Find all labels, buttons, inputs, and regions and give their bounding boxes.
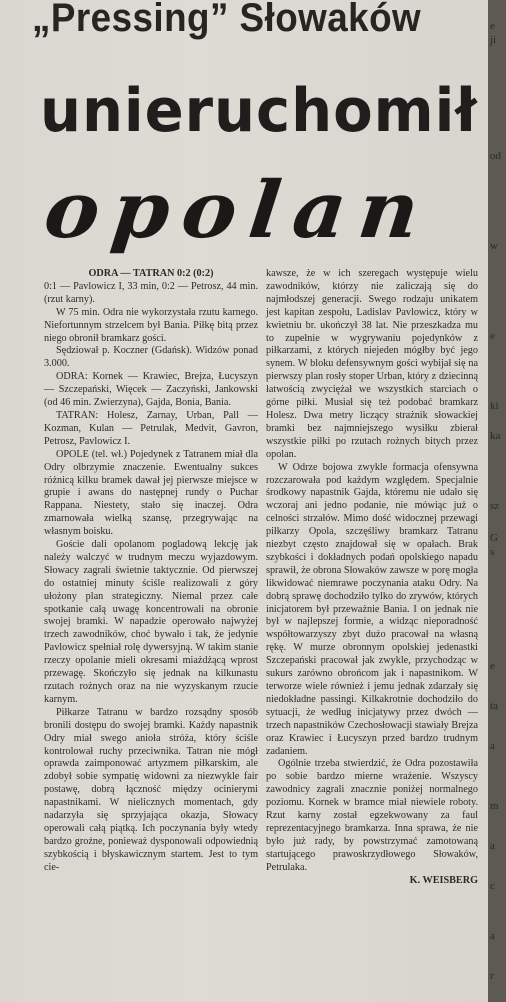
- edge-fragment: ki: [490, 400, 499, 412]
- article-column-left: [44, 268, 258, 875]
- paragraph-penalty: W 75 min. Odra nie wykorzystała rzutu karnego. Niefortunnym strzelcem był Bania. Piłkę bitą przez niego obronił bramkarz gości.: [44, 306, 258, 344]
- paragraph-intro: OPOLE (tel. wł.) Pojedynek z Tatranem miał dla Odry olbrzymie znaczenie. Ewentualny sukces różnicą kilku bramek dawał jej pierwsze miejsce w grupie i awans do następnej rundy o Puchar Rappana. Niestety, stało się inaczej. Odra zmarnowała wielką szansę, przegrywając na własnym boisku.: [44, 448, 258, 538]
- lineup-odra: ODRA: Kornek — Krawiec, Brejza, Łucyszyn — Szczepański, Więcek — Zaczyński, Jankowski (od 46 min. Zwierzyna), Gajda, Bonia, Bania.: [44, 371, 258, 409]
- edge-fragment: ji: [490, 34, 497, 46]
- edge-fragment: c: [490, 880, 495, 892]
- headline-line-1: „Pressing” Słowaków: [32, 0, 422, 40]
- edge-fragment: sz: [490, 500, 500, 512]
- adjacent-column-edge: [488, 0, 506, 1002]
- edge-fragment: G: [490, 532, 498, 544]
- edge-fragment: e: [490, 330, 495, 342]
- edge-fragment: e: [490, 20, 495, 32]
- edge-fragment: a: [490, 840, 495, 852]
- edge-fragment: od: [490, 150, 501, 162]
- paragraph-veterans: kawsze, że w ich szeregach występuje wielu zawodników, którzy nie zaliczają się do najmłodszej generacji. Swego rodzaju unikatem jest kapitan zespołu, Ladislav Pavlowicz, który w kwietniu br. ukończył 38 lat. Nie przeszkadza mu to zupełnie w wygrywaniu pojedynków z piłkarzami, z których niejeden mógłby być jego synem. W bloku defensywnym gości wybijał się na pierwszy plan rosły stoper Urban, który z dziecinną łatwością zwyciężał we wszystkich starciach o górne piłki. Musiał się też podobać bramkarz Holesz. Dwa metry liczący strażnik słowackiej bramki bez najmniejszego wysiłku zbierał wszystkie piłki po rzutach rożnych bitych przez opolan.: [266, 268, 478, 460]
- edge-fragment: e: [490, 660, 495, 672]
- match-score: ODRA — TATRAN 0:2 (0:2): [88, 268, 214, 279]
- paragraph-defence: Piłkarze Tatranu w bardzo rozsądny sposób bronili dostępu do swojej bramki. Każdy napastnik Odry miał swego anioła stróża, który ściśle kontrolował ruchy przeciwnika. Tatran nie mógł oprawda zaimponować artyzmem piłkarskim, ale zdobył sobie sympatię widowni za niezwykle fair postawę, dobrą łączność między ocinierymi napastnikami. W nielicznych momentach, gdy nadarzyła się sprzyjająca okazja, Słowacy operowali całą piątką. Ich poczynania były wtedy bardzo groźne, ponieważ dysponowali odpowiednią szybkością i błyskawicznym startem. Jest to tym cie-: [44, 706, 258, 873]
- edge-fragment: w: [490, 240, 498, 252]
- paragraph-conclusion: Ogólnie trzeba stwierdzić, że Odra pozostawiła po sobie bardzo mierne wrażenie. Wszyscy zawodnicy zagrali znacznie poniżej normalnego poziomu. Kornek w bramce miał niewiele roboty. Rzut karny został egzekwowany za faul reprezentacyjnego bramkarza. Inna sprawa, że nie było już rady, by powstrzymać zamotowaną startującego prawoskrzydłowego Słowaków, Petrulaka.: [266, 758, 478, 873]
- edge-fragment: a: [490, 740, 495, 752]
- edge-fragment: s: [490, 546, 495, 558]
- edge-fragment: r: [490, 970, 494, 982]
- author-signature: K. WEISBERG: [409, 874, 478, 886]
- headline-line-3: opolan: [40, 165, 436, 256]
- referee-attendance: Sędziował p. Koczner (Gdańsk). Widzów ponad 3.000.: [44, 345, 258, 370]
- headline-line-2: unieruchomił: [40, 76, 478, 146]
- edge-fragment: a: [490, 930, 495, 942]
- paragraph-odra-attack: W Odrze bojowa zwykle formacja ofensywna rozczarowała pod każdym względem. Specjalnie środkowy napastnik Gajda, któremu nie udało się wczoraj ani jedno podanie, nie mówiąc już o celności strzałów. Mimo dość widocznej przewagi piłkarzy Opola, szczęśliwy bramkarz Tatranu niezbyt często znajdował się w opałach. Brak szybkości i dokładnych podań opolskiego napadu sprawił, że obrona Słowaków zawsze w porę mogła likwidować niemrawe poczynania ataku Odry. Na dobrą sprawę dochodziło tylko do zrywów, których inicjatorem był przeważnie Bania. I on jednak nie był w najlepszej formie, a widząc nieporadność współtowarzyszy zbyt dużo pracował na własną rękę. W murze obronnym opolskiej jedenastki Szczepański pracował jak zwykle, przychodząc w sukurs zarówno obrońcom jak i napastnikom. W terworze wiele również i jemu jednak zdarzały się niedokładne passingi. Kilkakrotnie dochodziło do sytuacji, że według inicjatywy przez dwóch — trzech napastników Czechosłowacji stawiały Brejza oraz Krawiec i Łucyszyn przed bardzo trudnym zadaniem.: [266, 461, 478, 757]
- edge-fragment: ka: [490, 430, 501, 442]
- edge-fragment: ta: [490, 700, 498, 712]
- article-column-right: [266, 268, 478, 888]
- lineup-tatran: TATRAN: Holesz, Zarnay, Urban, Pall — Kozman, Kulan — Petrulak, Medvit, Gavron, Petrosz, Pavlowicz I.: [44, 409, 258, 447]
- paragraph-guests: Goście dali opolanom pogladową lekcję jak należy walczyć w trudnym meczu wyjazdowym. Słowacy zagrali świetnie taktycznie. Od pierwszej do ostatniej minuty ściśle realizowali z góry ułożony plan strategiczny. Niemal przez całe spotkanie całą uwagę koncentrowali na obronie swojej bramki. W napadzie operowało najwyżej trzech zawodników, choć bywało i tak, że jedynie Pavlowicz spełniał rolę dywersyjną. W takim stanie rzeczy opolanie mieli okresami miażdżącą wprost przewagę. Skończyło się jednak na kilkunastu rzutach rożnych oraz na nie wyzyskanym rzucie karnym.: [44, 539, 258, 705]
- goal-scorers: 0:1 — Pavlowicz I, 33 min, 0:2 — Petrosz, 44 min. (rzut karny).: [44, 280, 258, 305]
- edge-fragment: m: [490, 800, 499, 812]
